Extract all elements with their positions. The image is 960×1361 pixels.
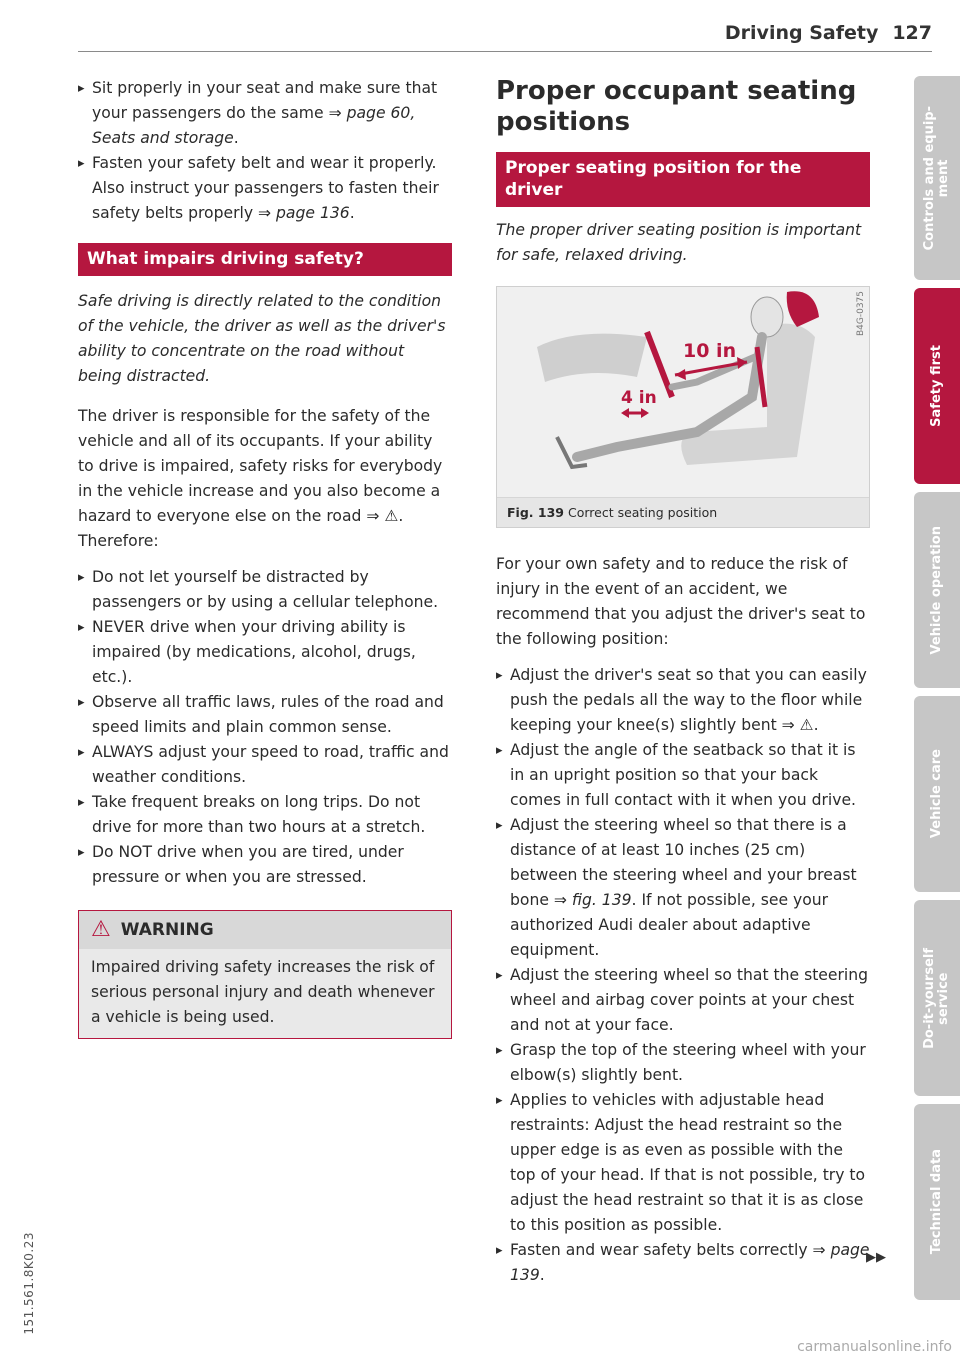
figure-reference-link[interactable]: ⇒ fig. 139 <box>553 891 632 909</box>
section-body: The driver is responsible for the safety of the vehicle and all of its occupants. If your ability to drive is impaired, safety risks for everybody in the vehicle increase and you also become a hazard to everyone else on the road ⇒ ⚠. Therefore: <box>78 407 443 550</box>
list-item: ▸ Observe all traffic laws, rules of the road and speed limits and plain common sense. <box>78 690 452 740</box>
page-reference-link[interactable]: ⇒ page 60, Seats and storage <box>92 104 416 147</box>
seating-illustration <box>497 287 869 498</box>
head-restraint-shape <box>787 291 819 327</box>
tab-controls-and-equipment[interactable]: Controls and equip- ment <box>914 76 960 280</box>
figure-caption-text: Correct seating position <box>567 505 718 520</box>
page-title: Proper occupant seating positions <box>496 76 857 137</box>
right-column <box>496 76 870 1288</box>
list-item: ▸ NEVER drive when your driving ability is impaired (by medications, alcohol, drugs, etc.). <box>78 615 452 690</box>
list-item: ▸ Adjust the steering wheel so that the steering wheel and airbag cover points at your chest and not at your face. <box>496 963 870 1038</box>
warning-reference-link[interactable]: ⇒ ⚠ <box>781 716 814 734</box>
list-item: ▸ Adjust the driver's seat so that you can easily push the pedals all the way to the floor while keeping your knee(s) slightly bent ⇒ ⚠. <box>496 663 870 738</box>
tab-do-it-yourself-service[interactable]: Do-it-yourself service <box>914 900 960 1096</box>
arrow-head-icon <box>641 408 649 418</box>
arrow-head-icon <box>675 369 686 380</box>
warning-text: Impaired driving safety increases the risk of serious personal injury and death whenever a vehicle is being used. <box>79 949 451 1038</box>
list-item: ▸ Sit properly in your seat and make sure that your passengers do the same ⇒ page 60, Seats and storage. <box>78 76 452 151</box>
page-reference-link[interactable]: ⇒ page 136 <box>258 204 350 222</box>
list-item: ▸ Take frequent breaks on long trips. Do not drive for more than two hours at a stretch. <box>78 790 452 840</box>
warning-header <box>79 911 451 949</box>
tab-technical-data[interactable]: Technical data <box>914 1104 960 1300</box>
top-bullets <box>78 76 452 226</box>
header-rule <box>78 51 932 52</box>
page-header <box>725 22 932 44</box>
warning-triangle-icon: ⚠ <box>91 917 111 942</box>
tab-vehicle-operation[interactable]: Vehicle operation <box>914 492 960 688</box>
document-code: 151.561.8K0.23 <box>22 1232 36 1335</box>
left-column <box>78 76 452 1039</box>
warning-title: WARNING <box>120 920 214 940</box>
figure-caption <box>497 498 869 527</box>
section-intro: Safe driving is directly related to the condition of the vehicle, the driver as well as the driver's ability to concentrate on the road without being distracted. <box>78 292 446 385</box>
list-item: ▸ Fasten your safety belt and wear it properly. Also instruct your passengers to fasten their safety belts properly ⇒ page 136. <box>78 151 452 226</box>
driver-bullets <box>496 663 870 1288</box>
dashboard-shape <box>537 334 647 382</box>
list-item: ▸ Applies to vehicles with adjustable head restraints: Adjust the head restraint so the upper edge is as even as possible with the top of your head. If that is not possible, try to adjust the head restraint so that it is as close to this position as possible. <box>496 1088 870 1238</box>
figure-number: Fig. 139 <box>507 505 564 520</box>
list-item: ▸ Adjust the angle of the seatback so that it is in an upright position so that your back comes in full contact with it when you drive. <box>496 738 870 813</box>
label-10in: 10 in <box>683 340 737 362</box>
warning-box <box>78 910 452 1039</box>
tab-safety-first[interactable]: Safety first <box>914 288 960 484</box>
list-item: ▸ Do not let yourself be distracted by passengers or by using a cellular telephone. <box>78 565 452 615</box>
header-section-title: Driving Safety <box>724 22 879 44</box>
list-item: ▸ Do NOT drive when you are tired, under pressure or when you are stressed. <box>78 840 452 890</box>
seating-diagram <box>497 287 869 497</box>
figure-139 <box>496 286 870 528</box>
section-intro: The proper driver seating position is important for safe, relaxed driving. <box>496 221 862 264</box>
page-number: 127 <box>892 22 932 44</box>
continue-arrow-icon: ▶▶ <box>866 1250 886 1265</box>
head-shape <box>751 297 783 337</box>
label-4in: 4 in <box>621 388 657 408</box>
section-body: For your own safety and to reduce the risk of injury in the event of an accident, we recommend that you adjust the driver's seat to the following position: <box>496 555 866 648</box>
list-item: ▸ ALWAYS adjust your speed to road, traffic and weather conditions. <box>78 740 452 790</box>
figure-code: B4G-0375 <box>856 291 866 337</box>
section-title-impairs: What impairs driving safety? <box>78 243 452 276</box>
impairs-bullets <box>78 565 452 890</box>
arrow-head-icon <box>621 408 629 418</box>
section-title-driver: Proper seating position for the driver <box>496 152 870 207</box>
list-item: ▸ Fasten and wear safety belts correctly ⇒ page 139. <box>496 1238 870 1288</box>
page-reference-link[interactable]: ⇒ page 139 <box>510 1241 870 1284</box>
tab-vehicle-care[interactable]: Vehicle care <box>914 696 960 892</box>
footer-watermark: carmanualsonline.info <box>797 1339 952 1355</box>
list-item: ▸ Adjust the steering wheel so that there is a distance of at least 10 inches (25 cm) between the steering wheel and your breast bone ⇒ fig. 139. If not possible, see your authorized Audi dealer about adaptive equipment. <box>496 813 870 963</box>
list-item: ▸ Grasp the top of the steering wheel with your elbow(s) slightly bent. <box>496 1038 870 1088</box>
